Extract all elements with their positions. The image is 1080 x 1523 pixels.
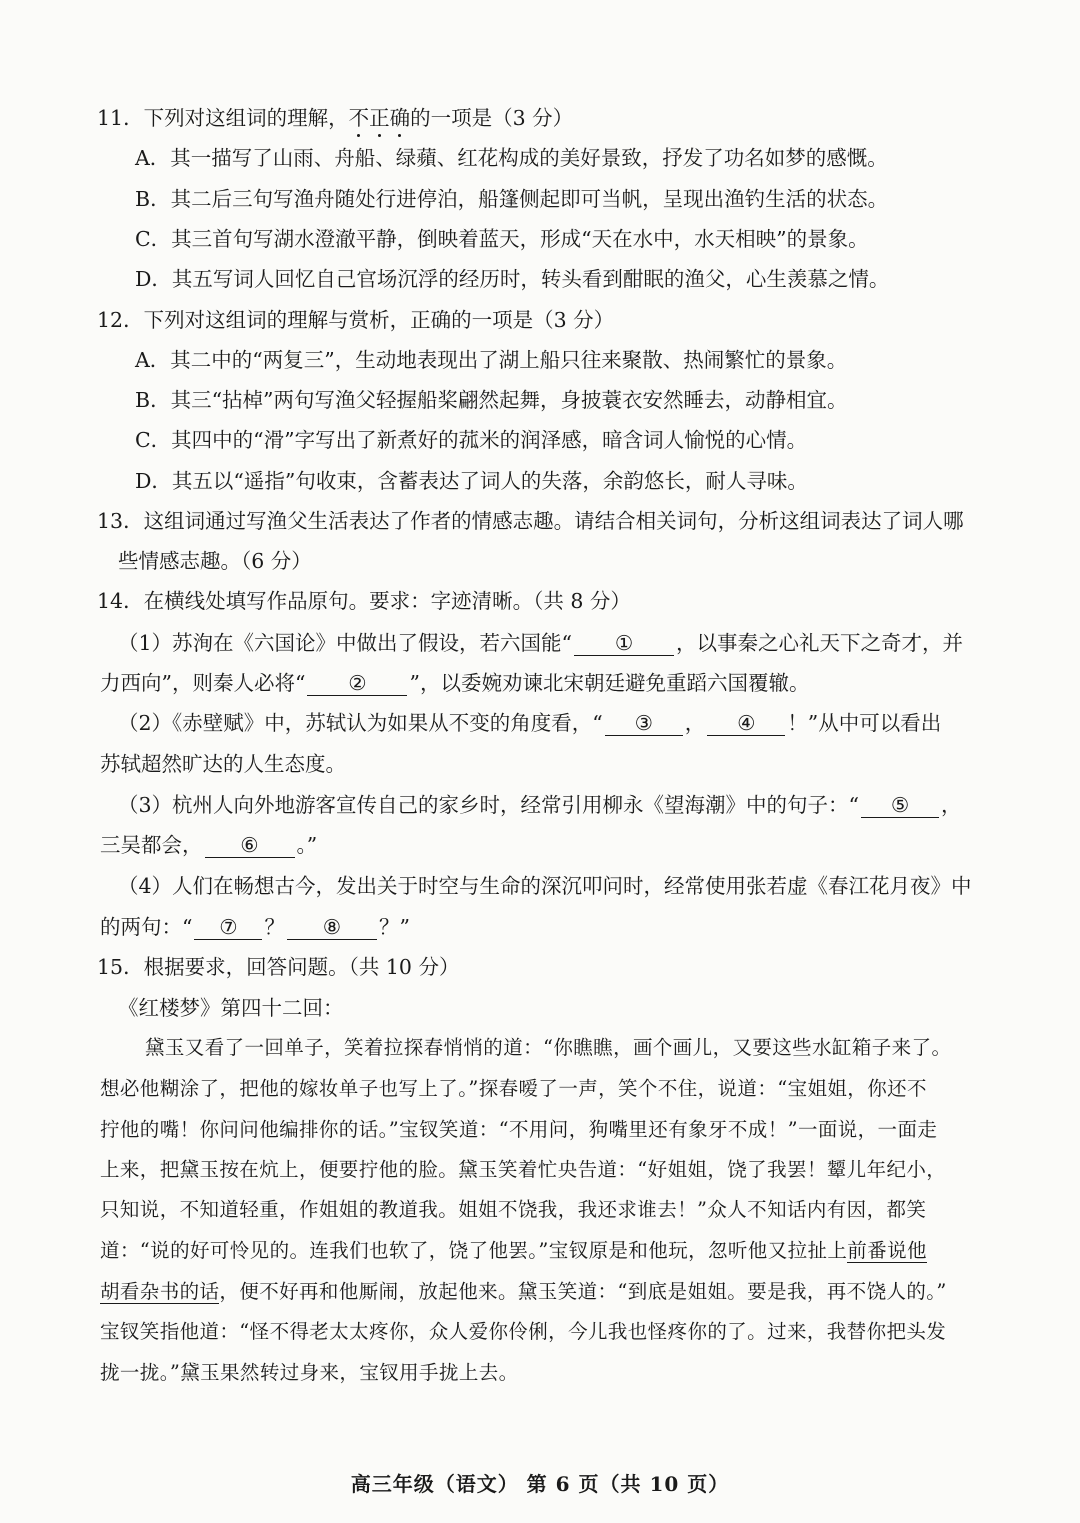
page-footer: 高三年级（语文） 第 6 页（共 10 页） <box>350 1472 730 1496</box>
passage-line: 宝钗笑指他道：“怪不得老太太疼你，众人爱你伶俐，今儿我也怪疼你的了。过来，我替你把头发 <box>100 1320 947 1343</box>
passage-line: 黛玉又看了一回单子，笑着拉探春悄悄的道：“你瞧瞧，画个画儿，又要这些水缸箱子来了。 <box>145 1036 952 1059</box>
fill-blank[interactable]: ⑤ <box>861 793 939 818</box>
fill-blank[interactable]: ⑥ <box>205 833 295 858</box>
q12-option-b: B．其三“拈棹”两句写渔父轻握船桨翩然起舞，身披蓑衣安然睡去，动静相宜。 <box>135 388 848 412</box>
q14-sub-4-cont: 的两句：“ ⑦ ？ ⑧ ？” <box>100 915 410 939</box>
emphasis-char: 确 <box>390 103 411 133</box>
q14-sub-3: （3）杭州人向外地游客宣传自己的家乡时，经常引用柳永《望海潮》中的句子：“ ⑤ ， <box>118 793 962 817</box>
q11-stem <box>97 103 573 133</box>
emphasis-char: 正 <box>369 103 390 133</box>
passage-line: 胡看杂书的话，便不好再和他厮闹，放起他来。黛玉笑道：“到底是姐姐。要是我，再不饶人的。” <box>100 1280 947 1303</box>
q15-stem: 15．根据要求，回答问题。（共 10 分） <box>97 955 460 979</box>
fill-blank[interactable]: ⑧ <box>287 915 377 940</box>
q14-sub-2-cont: 苏轼超然旷达的人生态度。 <box>100 752 346 776</box>
q11-stem-pre: 11．下列对这组词的理解， <box>97 106 349 130</box>
q14-stem: 14．在横线处填写作品原句。要求：字迹清晰。（共 8 分） <box>97 589 631 613</box>
passage-line: 拧他的嘴！你问问他编排你的话。”宝钗笑道：“不用问，狗嘴里还有象牙不成！”一面说，一面走 <box>100 1118 938 1141</box>
passage-line: 只知说，不知道轻重，作姐姐的教道我。姐姐不饶我，我还求谁去！”众人不知话内有因，都笑 <box>100 1198 927 1221</box>
underlined-phrase: 胡看杂书的话 <box>100 1280 220 1303</box>
q12-option-c: C．其四中的“滑”字写出了新煮好的菰米的润泽感，暗含词人愉悦的心情。 <box>135 428 808 452</box>
fill-blank[interactable]: ② <box>307 671 407 696</box>
passage-line: 上来，把黛玉按在炕上，便要拧他的脸。黛玉笑着忙央告道：“好姐姐，饶了我罢！颦儿年纪小， <box>100 1158 947 1181</box>
underlined-phrase: 前番说他 <box>847 1239 927 1262</box>
q14-sub-1-cont: 力西向”，则秦人必将“ ② ”，以委婉劝谏北宋朝廷避免重蹈六国覆辙。 <box>100 671 810 695</box>
q11-option-d: D．其五写词人回忆自己官场沉浮的经历时，转头看到酣眠的渔父，心生羡慕之情。 <box>135 267 890 291</box>
q11-stem-post: 的一项是（3 分） <box>410 106 574 130</box>
q14-sub-1: （1）苏洵在《六国论》中做出了假设，若六国能“ ① ，以事秦之心礼天下之奇才，并 <box>118 631 964 655</box>
q11-option-c: C．其三首句写湖水澄澈平静，倒映着蓝天，形成“天在水中，水天相映”的景象。 <box>135 227 869 251</box>
q12-option-a: A．其二中的“两复三”，生动地表现出了湖上船只往来聚散、热闹繁忙的景象。 <box>135 348 848 372</box>
q14-sub-3-cont: 三吴都会， ⑥ 。” <box>100 833 318 857</box>
fill-blank[interactable]: ③ <box>605 711 683 736</box>
q11-option-a: A．其一描写了山雨、舟船、绿蘋、红花构成的美好景致，抒发了功名如梦的感慨。 <box>135 146 888 170</box>
q14-sub-4: （4）人们在畅想古今，发出关于时空与生命的深沉叩问时，经常使用张若虚《春江花月夜》中 <box>118 874 972 898</box>
fill-blank[interactable]: ① <box>574 631 674 656</box>
emphasis-char: 不 <box>349 103 370 133</box>
q11-option-b: B．其二后三句写渔舟随处行进停泊，船篷侧起即可当帆，呈现出渔钓生活的状态。 <box>135 187 889 211</box>
q12-stem: 12．下列对这组词的理解与赏析，正确的一项是（3 分） <box>97 308 615 332</box>
passage-line: 拢一拢。”黛玉果然转过身来，宝钗用手拢上去。 <box>100 1361 519 1384</box>
fill-blank[interactable]: ④ <box>707 711 785 736</box>
q15-source: 《红楼梦》第四十二回： <box>118 996 344 1020</box>
passage-line: 想必他糊涂了，把他的嫁妆单子也写上了。”探春嗳了一声，笑个不住，说道：“宝姐姐，你还不 <box>100 1077 927 1100</box>
fill-blank[interactable]: ⑦ <box>194 915 262 940</box>
q13-line-2: 些情感志趣。（6 分） <box>118 549 312 573</box>
passage-line: 道：“说的好可怜见的。连我们也软了，饶了他罢。”宝钗原是和他玩，忽听他又拉扯上前番说他 <box>100 1239 927 1262</box>
q12-option-d: D．其五以“遥指”句收束，含蓄表达了词人的失落，余韵悠长，耐人寻味。 <box>135 469 808 493</box>
q14-sub-2: （2）《赤壁赋》中，苏轼认为如果从不变的角度看，“ ③ ， ④ ！”从中可以看出 <box>118 711 942 735</box>
q13-line-1: 13．这组词通过写渔父生活表达了作者的情感志趣。请结合相关词句，分析这组词表达了词人哪 <box>97 509 964 533</box>
